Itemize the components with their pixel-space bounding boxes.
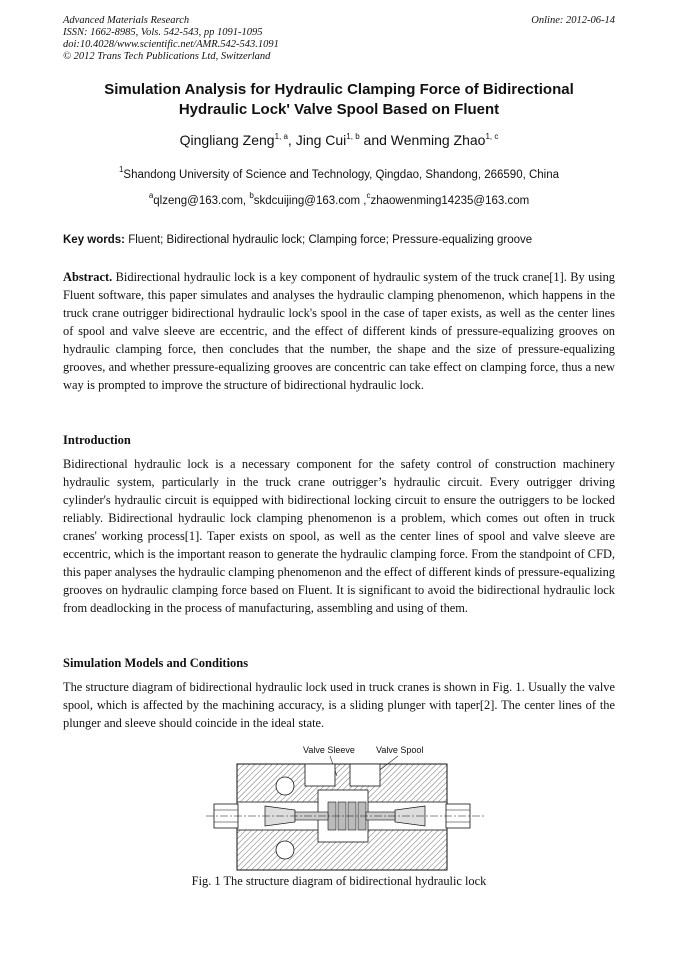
keywords-label: Key words: xyxy=(63,234,125,246)
email-b: skdcuijing@163.com , xyxy=(253,195,367,207)
author-2: Jing Cui xyxy=(295,132,347,148)
email-c-sup: c xyxy=(366,191,371,200)
email-c: zhaowenming14235@163.com xyxy=(370,195,530,207)
doi-line: doi:10.4028/www.scientific.net/AMR.542-543.1091 xyxy=(63,39,279,50)
author-list: Qingliang Zeng$^{1, a}$, Jing Cui$^{1, b}$ and Wenming Zhao$^{1, c}$ xyxy=(179,132,499,148)
author-1: Qingliang Zeng xyxy=(179,132,275,148)
email-b-sup: b xyxy=(249,191,254,200)
online-date: Online: 2012-06-14 xyxy=(531,15,615,26)
section-heading-introduction: Introduction xyxy=(63,433,131,447)
simulation-text: The structure diagram of bidirectional hydraulic lock used in truck cranes is shown in Fig. 1. Usually the valve spool, which is affected by the machining accuracy, is a sliding plunger with taper[2]. The center lines of the plunger and sleeve should coincide in the ideal state. xyxy=(63,680,615,730)
affiliation xyxy=(63,166,615,184)
issn-line: ISSN: 1662-8985, Vols. 542-543, pp 1091-1095 xyxy=(63,27,263,38)
paper-title xyxy=(63,80,615,120)
author-3: and Wenming Zhao xyxy=(363,132,486,148)
introduction-text: Bidirectional hydraulic lock is a necessary component for the safety control of construction machinery hydraulic system, particularly in the truck crane outrigger’s hydraulic circuit. Every outrigger driving cylinder's hydraulic circuit is equipped with bidirectional locking circuit to ensure the outriggers to be locked reliably. Bidirectional hydraulic lock clamping phenomenon is a problem, which comes out often in truck cranes' working process[1]. Taper exists on spool, as well as the center lines of spool and valve sleeve are eccentric, which is the important reason to generate the hydraulic clamping force. From the standpoint of CFD, this paper analyses the hydraulic clamping phenomenon and the effect of different kinds of pressure-equalizing grooves on hydraulic clamping force based on Fluent. It is significant to avoid the bidirectional hydraulic lock from deadlocking in the process of manufacturing, assembling and using of them. xyxy=(63,457,615,615)
label-valve-sleeve: Valve Sleeve xyxy=(303,745,355,755)
author-3-affil: 1, c xyxy=(485,132,499,141)
title-line-1: Simulation Analysis for Hydraulic Clamping Force of Bidirectional xyxy=(104,81,574,98)
affiliation-text: Shandong University of Science and Technology, Qingdao, Shandong, 266590, China xyxy=(123,169,560,181)
keywords-text: Fluent; Bidirectional hydraulic lock; Clamping force; Pressure-equalizing groove xyxy=(125,234,533,246)
section-heading-simulation: Simulation Models and Conditions xyxy=(63,656,249,670)
email-list xyxy=(63,192,615,210)
email-a-sup: a xyxy=(148,191,154,200)
figure-hydraulic-lock-diagram xyxy=(200,740,490,874)
abstract-label: Abstract. xyxy=(63,270,113,284)
journal-name: Advanced Materials Research xyxy=(63,15,190,26)
label-valve-spool: Valve Spool xyxy=(376,745,424,755)
author-2-affil: 1, b xyxy=(346,132,360,141)
author-1-affil: 1, a xyxy=(274,132,288,141)
journal-header xyxy=(63,15,615,63)
keywords xyxy=(63,231,615,249)
title-line-2: Hydraulic Lock' Valve Spool Based on Fluent xyxy=(178,101,500,118)
figure-caption: Fig. 1 The structure diagram of bidirectional hydraulic lock xyxy=(191,874,487,888)
abstract xyxy=(63,268,615,394)
affiliation-sup: 1 xyxy=(118,165,124,174)
copyright-line: © 2012 Trans Tech Publications Ltd, Switzerland xyxy=(63,51,271,62)
email-a: qlzeng@163.com, xyxy=(153,195,250,207)
abstract-text: Bidirectional hydraulic lock is a key component of hydraulic system of the truck crane[1]. By using Fluent software, this paper simulates and analyses the hydraulic clamping phenomenon, which happens in the truck crane outrigger bidirectional hydraulic lock's spool in the case of taper exists, as well as the center lines of spool and valve sleeve are eccentric, and the effect of different kinds of pressure-equalizing grooves on hydraulic clamping force, then concludes that the number, the shape and the size of pressure-equalizing grooves, and whether pressure-equalizing grooves are concentric can take effect on clamping force, thus a new way is prompted to improve the structure of bidirectional hydraulic lock. xyxy=(63,270,615,392)
